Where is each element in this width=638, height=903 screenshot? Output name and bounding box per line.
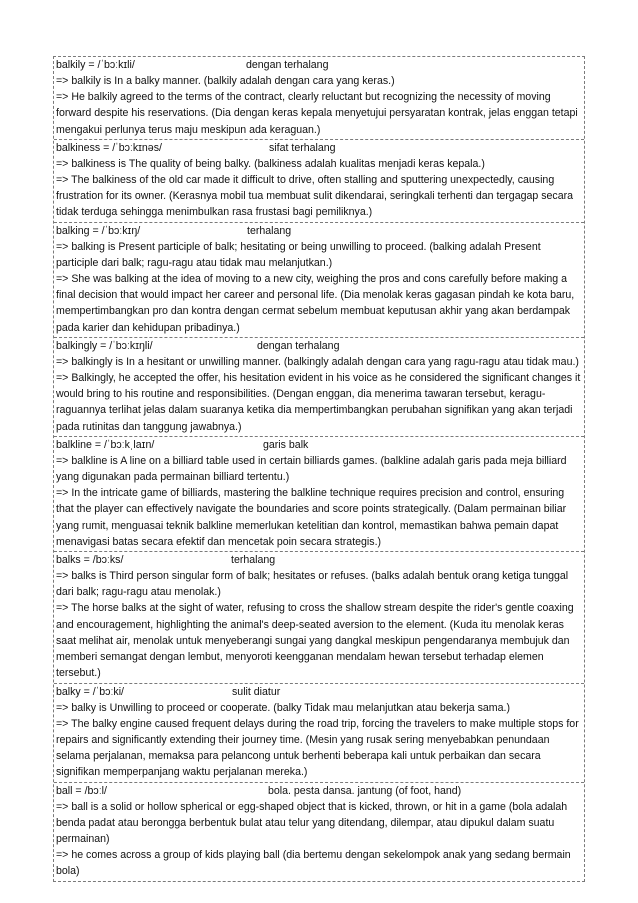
entry-meaning: terhalang xyxy=(231,554,276,567)
entry-definition: => balkily is In a balky manner. (balkily adalah dengan cara yang keras.) xyxy=(56,75,395,87)
entry-example: => In the intricate game of billiards, mastering the balkline technique requires precision and control, ensuring that the player can effectively navigate the boundaries and score points strategically. (Dalam permainan biliar yang rumit, menguasai teknik balkline memerlukan ketelitian dan kontrol, memastikan bahwa pemain dapat menavigasi batas secara efektif dan mencetak poin secara strategis.) xyxy=(56,487,567,548)
entry-term: balky = /ˈbɔːki/ xyxy=(56,685,125,698)
entry-header xyxy=(56,57,583,73)
entry-header xyxy=(56,684,583,700)
entry-header xyxy=(56,140,583,156)
entry-definition: => balky is Unwilling to proceed or cooperate. (balky Tidak mau melanjutkan atau bekerja sama.) xyxy=(56,701,510,714)
entry-meaning: dengan terhalang xyxy=(246,59,329,71)
entry-term: balkily = /ˈbɔːkɪli/ xyxy=(56,59,135,71)
entry-meaning: bola. pesta dansa. jantung (of foot, hand) xyxy=(268,784,462,797)
entry-meaning: garis balk xyxy=(263,438,309,451)
entry-example: => The horse balks at the sight of water, refusing to cross the shallow stream despite the rider's gentle coaxing and encouragement, highlighting the animal's deep-seated aversion to the element. (Kuda itu menolak keras saat melihat air, menolak untuk menyeberangi sungai yang dangkal meskipun pengendaranya membujuk dan memberi semangat dengan lembut, menyoroti keengganan mendalam hewan tersebut terhadap elemen tersebut.) xyxy=(56,602,574,680)
entry-term: balks = /bɔːks/ xyxy=(56,554,124,567)
entry-example: => he comes across a group of kids playing ball (dia bertemu dengan sekelompok anak yang sedang bermain bola) xyxy=(56,849,571,878)
entry-meaning: terhalang xyxy=(247,224,292,237)
dictionary-table xyxy=(53,56,585,882)
entry-definition: => balkline is A line on a billiard table used in certain billiards games. (balkline adalah garis pada meja billiard yang digunakan pada permainan billiard tertentu.) xyxy=(56,454,567,484)
dictionary-entry xyxy=(54,551,584,682)
entry-header xyxy=(56,552,583,568)
dictionary-entry xyxy=(54,222,584,337)
entry-term: balking = /ˈbɔːkɪŋ/ xyxy=(56,224,141,237)
entry-example: => She was balking at the idea of moving to a new city, weighing the pros and cons carefully before making a final decision that would impact her career and personal life. (Dia menolak keras gagasan pindah ke kota baru, mempertimbangkan pro dan kontra dengan cermat sebelum membuat keputusan akhir yang akan berdampak pada karier dan kehidupan pribadinya.) xyxy=(56,273,575,334)
dictionary-entry xyxy=(54,139,584,222)
entry-definition: => balks is Third person singular form of balk; hesitates or refuses. (balks adalah bentuk orang ketiga tunggal dari balk; ragu-ragu atau menolak.) xyxy=(56,570,569,599)
entry-header xyxy=(56,783,583,799)
entry-term: balkingly = /ˈbɔːkɪŋli/ xyxy=(56,339,153,352)
entry-definition: => balkiness is The quality of being balky. (balkiness adalah kualitas menjadi keras kepala.) xyxy=(56,157,485,170)
entry-header xyxy=(56,437,583,453)
entry-example: => The balky engine caused frequent delays during the road trip, forcing the travelers to make multiple stops for repairs and significantly extending their journey time. (Mesin yang rusak sering menyebabkan penundaan selama perjalanan, memaksa para pelancong untuk berhenti beberapa kali untuk perbaikan dan secara signifikan memperpanjang waktu perjalanan mereka.) xyxy=(56,717,579,779)
dictionary-entry xyxy=(54,782,584,881)
entry-meaning: dengan terhalang xyxy=(257,339,340,352)
entry-definition: => balking is Present participle of balk; hesitating or being unwilling to proceed. (balking adalah Present participle dari balk; ragu-ragu atau tidak mau melanjutkan.) xyxy=(56,240,541,269)
entry-header xyxy=(56,338,583,354)
entry-header xyxy=(56,223,583,239)
entry-definition: => balkingly is In a hesitant or unwilling manner. (balkingly adalah dengan cara yang ragu-ragu atau tidak mau.) xyxy=(56,355,579,368)
entry-meaning: sulit diatur xyxy=(232,685,281,698)
entry-term: ball = /bɔːl/ xyxy=(56,784,107,797)
entry-definition: => ball is a solid or hollow spherical or egg-shaped object that is kicked, thrown, or hit in a game (bola adalah benda padat atau berongga berbentuk bulat atau telur yang ditendang, dilempar, atau dipukul dalam suatu permainan) xyxy=(56,800,568,845)
dictionary-entry xyxy=(54,683,584,782)
dictionary-entry xyxy=(54,337,584,436)
entry-term: balkiness = /ˈbɔːkɪnəs/ xyxy=(56,141,162,154)
dictionary-entry xyxy=(54,436,584,551)
entry-example: => The balkiness of the old car made it difficult to drive, often stalling and sputtering unexpectedly, causing frustration for its owner. (Kerasnya mobil tua membuat sulit dikendarai, seringkali terhenti dan tergagap secara tidak terduga sehingga menimbulkan rasa frustasi bagi pemiliknya.) xyxy=(56,174,574,219)
entry-example: => He balkily agreed to the terms of the contract, clearly reluctant but recognizing the necessity of moving forward despite his reservations. (Dia dengan keras kepala menyetujui persyaratan kontrak, jelas enggan tetapi mengakui perlunya terus maju meskipun ada keraguan.) xyxy=(56,91,578,136)
entry-example: => Balkingly, he accepted the offer, his hesitation evident in his voice as he considered the significant changes it would bring to his routine and responsibilities. (Dengan enggan, dia menerima tawaran tersebut, keragu-raguannya terlihat jelas dalam suaranya ketika dia mempertimbangkan perubahan signifikan yang akan terjadi pada rutinitas dan tanggung jawabnya.) xyxy=(56,372,581,433)
entry-term: balkline = /ˈbɔːkˌlaɪn/ xyxy=(56,438,155,451)
entry-meaning: sifat terhalang xyxy=(269,141,336,154)
dictionary-entry xyxy=(54,57,584,139)
